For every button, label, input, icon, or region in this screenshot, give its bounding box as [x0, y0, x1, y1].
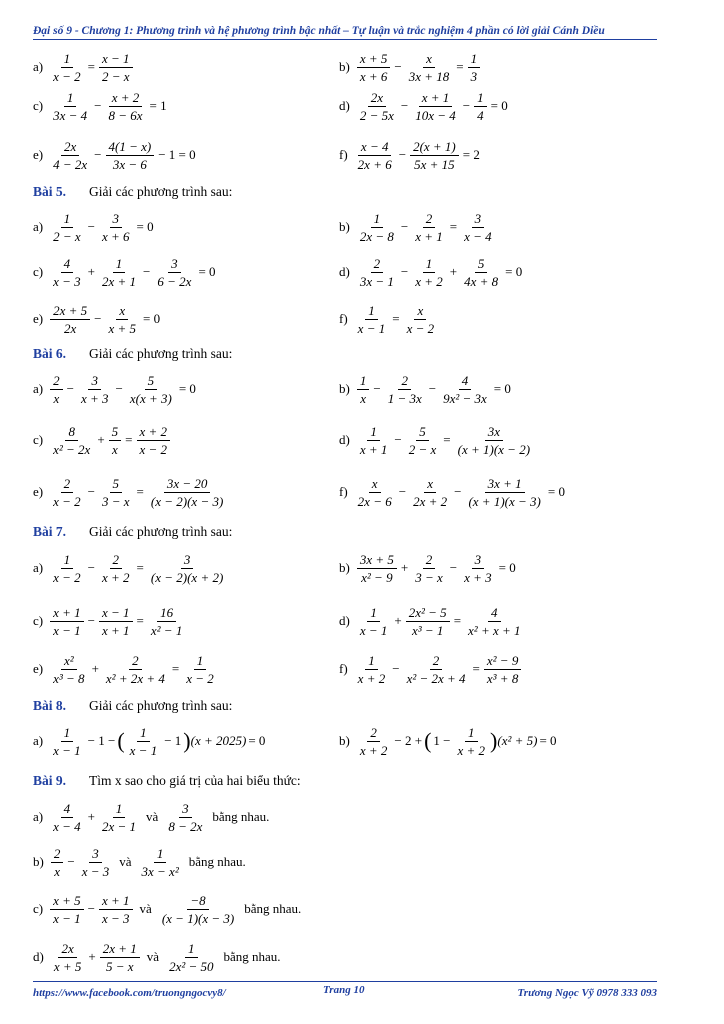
exercise-8-heading: Bài 8. Giải các phương trình sau:: [33, 698, 233, 713]
exercise-row: [33, 367, 673, 411]
item-e: e) $\frac{2x + 5}{2x}$ − $\frac{x}{x + 5}$ = 0: [33, 302, 161, 336]
page-header: Đại số 9 - Chương 1: Phương trình và hệ phương trình bậc nhất – Tự luận và trắc nghiệm 4 phần có lời giải Cánh Diều: [33, 25, 657, 40]
item-c: c) $\frac{1}{3x - 4}$ − $\frac{x + 2}{8 - 6x}$ = 1: [33, 89, 167, 123]
exercise-row: [33, 250, 673, 294]
exercise-row: [33, 418, 673, 462]
item-e: e) $\frac{2x}{4 - 2x}$ − $\frac{4(1 - x)}{3x - 6}$ − 1 = 0: [33, 138, 196, 172]
exercise-row: [33, 84, 673, 128]
item-b: b) $\frac{1}{2x - 8}$ − $\frac{2}{x + 1}$ = $\frac{3}{x - 4}$: [339, 210, 492, 244]
exercise-6-heading: Bài 6. Giải các phương trình sau:: [33, 346, 233, 361]
page-footer: [33, 981, 657, 999]
exercise-9-heading: Bài 9. Tìm x sao cho giá trị của hai biểu thức:: [33, 773, 301, 788]
exercise-row: [33, 795, 673, 839]
page-number: Trang 10: [323, 984, 365, 996]
item-e: e) $\frac{\text{x²}}{\text{x³ − 8}}$ + $\frac{2}{\text{x² + 2x + 4}}$ = $\frac{1}{x - 2}$: [33, 652, 214, 686]
exercise-row: [33, 205, 673, 249]
item-a: a) $\frac{1}{x - 1}$ − 1 − ( $\frac{1}{x - 1}$ − 1 ) (x + 2025) = 0: [33, 724, 266, 758]
item-d: d) $\frac{1}{x - 1}$ + $\frac{\text{2x² − 5}}{\text{x³ − 1}}$ = $\frac{4}{\text{x² + x + 1}}$: [339, 604, 521, 638]
item-c: c) $\frac{x + 5}{x - 1}$ − $\frac{x + 1}{x - 3}$ và $\frac{-8}{(x - 1)(x - 3)}$ bằng nhau.: [33, 892, 302, 926]
item-e: e) $\frac{2}{x - 2}$ − $\frac{5}{3 - x}$ = $\frac{3x - 20}{(x - 2)(x - 3)}$: [33, 475, 224, 509]
item-d: d) $\frac{1}{x + 1}$ − $\frac{5}{2 - x}$ = $\frac{3x}{(x + 1)(x - 2)}$: [339, 423, 531, 457]
item-c: c) $\frac{4}{x - 3}$ + $\frac{1}{2x + 1}$ − $\frac{3}{6 - 2x}$ = 0: [33, 255, 216, 289]
item-b: b) $\frac{1}{x}$ − $\frac{2}{1 - 3x}$ − $\frac{4}{\text{9x² − 3x}}$ = 0: [339, 372, 511, 406]
item-b: b) $\frac{x + 5}{x + 6}$ − $\frac{x}{3x + 18}$ = $\frac{1}{3}$: [339, 45, 482, 89]
item-c: c) $\frac{x + 1}{x - 1}$ − $\frac{x - 1}{x + 1}$ = $\frac{16}{\text{x² − 1}}$: [33, 604, 183, 638]
item-a: a) $\frac{2}{x}$ − $\frac{3}{x + 3}$ − $\frac{5}{x(x + 3)}$ = 0: [33, 372, 196, 406]
facebook-link[interactable]: https://www.facebook.com/truongngocvy8/: [33, 987, 226, 999]
item-f: f) $\frac{1}{x - 1}$ = $\frac{x}{x - 2}$: [339, 302, 435, 336]
item-a: a) $\frac{1}{x - 2}$ − $\frac{2}{x + 2}$ = $\frac{3}{(x - 2)(x + 2)}$: [33, 551, 224, 585]
item-b: b) $\frac{2}{x + 2}$ − 2 + ( 1 − $\frac{1}{x + 2}$ ) (x² + 5) = 0: [339, 724, 557, 758]
item-a: a) $\frac{4}{x - 4}$ + $\frac{1}{2x - 1}$ và $\frac{3}{8 - 2x}$ bằng nhau.: [33, 800, 270, 834]
exercise-row: [33, 133, 673, 177]
exercise-row: [33, 719, 673, 763]
item-b: b) $\frac{2}{x}$ − $\frac{3}{x - 3}$ và $\frac{1}{\text{3x − x²}}$ bằng nhau.: [33, 845, 246, 879]
exercise-row: [33, 840, 673, 884]
author-contact: Trương Ngọc Vỹ 0978 333 093: [517, 987, 657, 999]
item-a: a) $\frac{1}{x - 2}$ = $\frac{x - 1}{2 - x}$: [33, 45, 135, 89]
item-f: f) $\frac{x - 4}{2x + 6}$ − $\frac{2(x + 1)}{5x + 15}$ = 2: [339, 138, 480, 172]
item-b: b) $\frac{3x + 5}{\text{x² − 9}}$ + $\frac{2}{3 - x}$ − $\frac{3}{x + 3}$ = 0: [339, 551, 516, 585]
exercise-row: [33, 45, 673, 89]
exercise-row: [33, 546, 673, 590]
exercise-row: [33, 599, 673, 643]
item-c: c) $\frac{8}{\text{x² − 2x}}$ + $\frac{5}{x}$ = $\frac{x + 2}{x - 2}$: [33, 418, 172, 462]
exercise-row: [33, 470, 673, 514]
item-f: f) $\frac{1}{x + 2}$ − $\frac{2}{\text{x² − 2x + 4}}$ = $\frac{\text{x² − 9}}{\text{x³ + 8}}$: [339, 647, 523, 691]
exercise-row: [33, 297, 673, 341]
item-d: d) $\frac{2x}{x + 5}$ + $\frac{2x + 1}{5 - x}$ và $\frac{1}{\text{2x² − 50}}$ bằng nhau.: [33, 940, 281, 974]
item-d: d) $\frac{2x}{2 - 5x}$ − $\frac{x + 1}{10x - 4}$ − $\frac{1}{4}$ = 0: [339, 89, 508, 123]
exercise-7-heading: Bài 7. Giải các phương trình sau:: [33, 524, 233, 539]
item-f: f) $\frac{x}{2x - 6}$ − $\frac{x}{2x + 2}$ − $\frac{3x + 1}{(x + 1)(x - 3)}$ = 0: [339, 475, 565, 509]
exercise-row: [33, 647, 673, 691]
exercise-5-heading: Bài 5. Giải các phương trình sau:: [33, 184, 233, 199]
item-d: d) $\frac{2}{3x - 1}$ − $\frac{1}{x + 2}$ + $\frac{5}{4x + 8}$ = 0: [339, 255, 523, 289]
exercise-row: [33, 935, 673, 979]
exercise-row: [33, 887, 673, 931]
item-a: a) $\frac{1}{2 - x}$ − $\frac{3}{x + 6}$ = 0: [33, 210, 154, 244]
